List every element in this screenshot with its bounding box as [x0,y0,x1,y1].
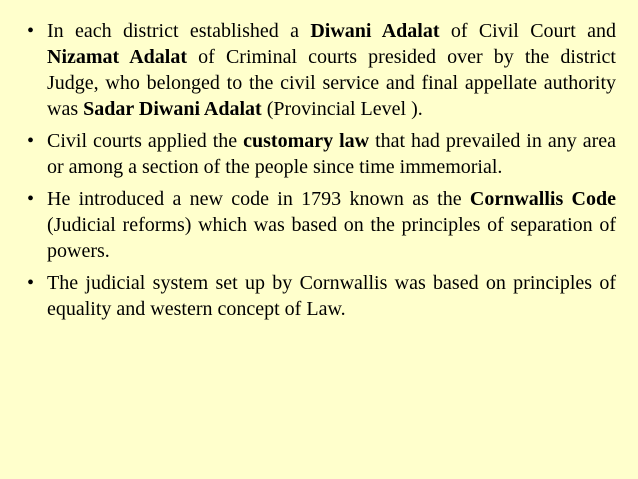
bullet-icon: • [27,130,35,152]
bold-term: customary law [243,130,370,152]
bold-term: Nizamat Adalat [47,46,188,68]
text-segment: (Provincial Level ). [261,98,423,120]
bullet-point [27,18,616,122]
text-segment: Civil courts applied the [47,130,244,152]
bullet-icon: • [27,272,35,294]
text-segment: that had prevailed in any area or among a section of the people since time immemorial. [47,130,616,178]
bullet-point [27,270,616,322]
bullet-point [27,186,616,264]
bold-term: Cornwallis Code [469,188,616,210]
text-segment: In each district established a [47,20,311,42]
text-segment: The judicial system set up by Cornwallis was based on principles of equality and western concept of Law. [47,272,616,320]
bullet-icon: • [27,20,35,42]
bold-term: Sadar Diwani Adalat [83,98,262,120]
bullet-list [27,18,616,322]
bullet-point [27,128,616,180]
bullet-icon: • [27,188,35,210]
bold-term: Diwani Adalat [310,20,440,42]
text-segment: He introduced a new code in 1793 known as the [47,188,470,210]
text-segment: of Civil Court and [439,20,616,42]
text-segment: of Criminal courts presided over by the district Judge, who belonged to the civil service and final appellate authority was [47,46,616,120]
text-segment: (Judicial reforms) which was based on the principles of separation of powers. [47,214,616,262]
